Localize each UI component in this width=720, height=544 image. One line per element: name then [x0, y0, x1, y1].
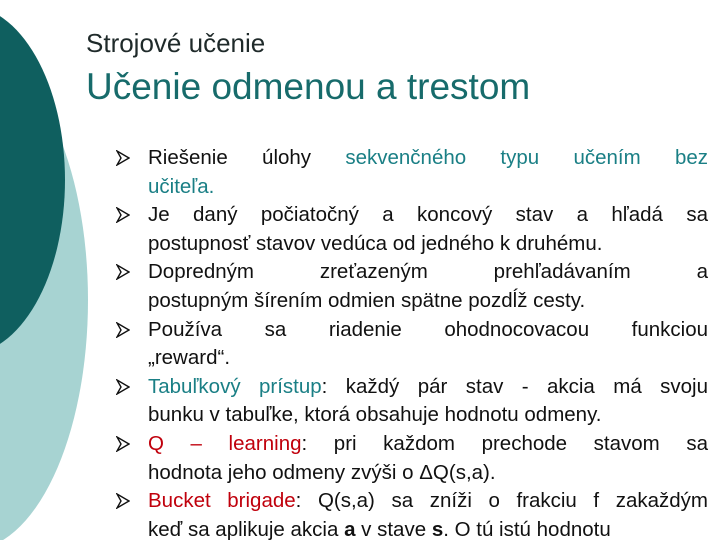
arrow-bullet-icon	[116, 493, 130, 509]
highlight-text: učiteľa.	[148, 174, 215, 198]
bullet-text: keď sa aplikuje akcia	[148, 517, 345, 541]
arrow-bullet-icon	[116, 207, 130, 223]
slide-subtitle: Strojové učenie	[86, 28, 266, 58]
bullet-text: v stave	[355, 517, 432, 541]
bullet-text: Používa sa riadenie ohodnocovacou funkciou	[148, 317, 708, 341]
bullet-text: bunku v tabuľke, ktorá obsahuje hodnotu odmeny.	[148, 403, 602, 427]
arrow-bullet-icon	[116, 150, 130, 166]
bold-text: s	[431, 517, 444, 541]
bullet-text: „reward“.	[148, 346, 231, 370]
bullet-text: : Q(s,a) sa zníži o frakciu f zakaždým	[295, 489, 708, 513]
highlight-text: Tabuľkový prístup	[148, 374, 322, 398]
bullet-item	[116, 258, 708, 315]
bullet-item	[116, 430, 708, 487]
bullet-text: . O tú istú hodnotu	[443, 517, 611, 541]
bullet-list	[116, 144, 708, 544]
bold-text: a	[344, 517, 356, 541]
arrow-bullet-icon	[116, 264, 130, 280]
bullet-text: Riešenie úlohy	[148, 146, 346, 169]
bullet-text: postupnosť stavov vedúca od jedného k druhému.	[148, 231, 603, 255]
bullet-text: : každý pár stav - akcia má svoju	[321, 374, 708, 398]
highlight-text: Bucket brigade	[148, 489, 296, 513]
bullet-item	[116, 144, 708, 201]
bullet-text: postupným šírením odmien spätne pozdĺž cesty.	[148, 288, 586, 312]
arrow-bullet-icon	[116, 379, 130, 395]
arrow-bullet-icon	[116, 436, 130, 452]
highlight-text: sekvenčného typu učením bez	[345, 146, 709, 169]
bullet-text: hodnota jeho odmeny zvýši o ΔQ(s,a).	[148, 460, 496, 484]
bullet-text: Je daný počiatočný a koncový stav a hľadá sa	[148, 203, 708, 227]
bullet-item	[116, 487, 708, 544]
bullet-text: Dopredným zreťazeným prehľadávaním a	[148, 260, 708, 284]
highlight-text: Q – learning	[148, 431, 302, 455]
bullet-item	[116, 316, 708, 373]
bullet-item	[116, 201, 708, 258]
bullet-text: : pri každom prechode stavom sa	[301, 431, 708, 455]
slide-title: Učenie odmenou a trestom	[86, 66, 531, 107]
arrow-bullet-icon	[116, 322, 130, 338]
bullet-item	[116, 373, 708, 430]
